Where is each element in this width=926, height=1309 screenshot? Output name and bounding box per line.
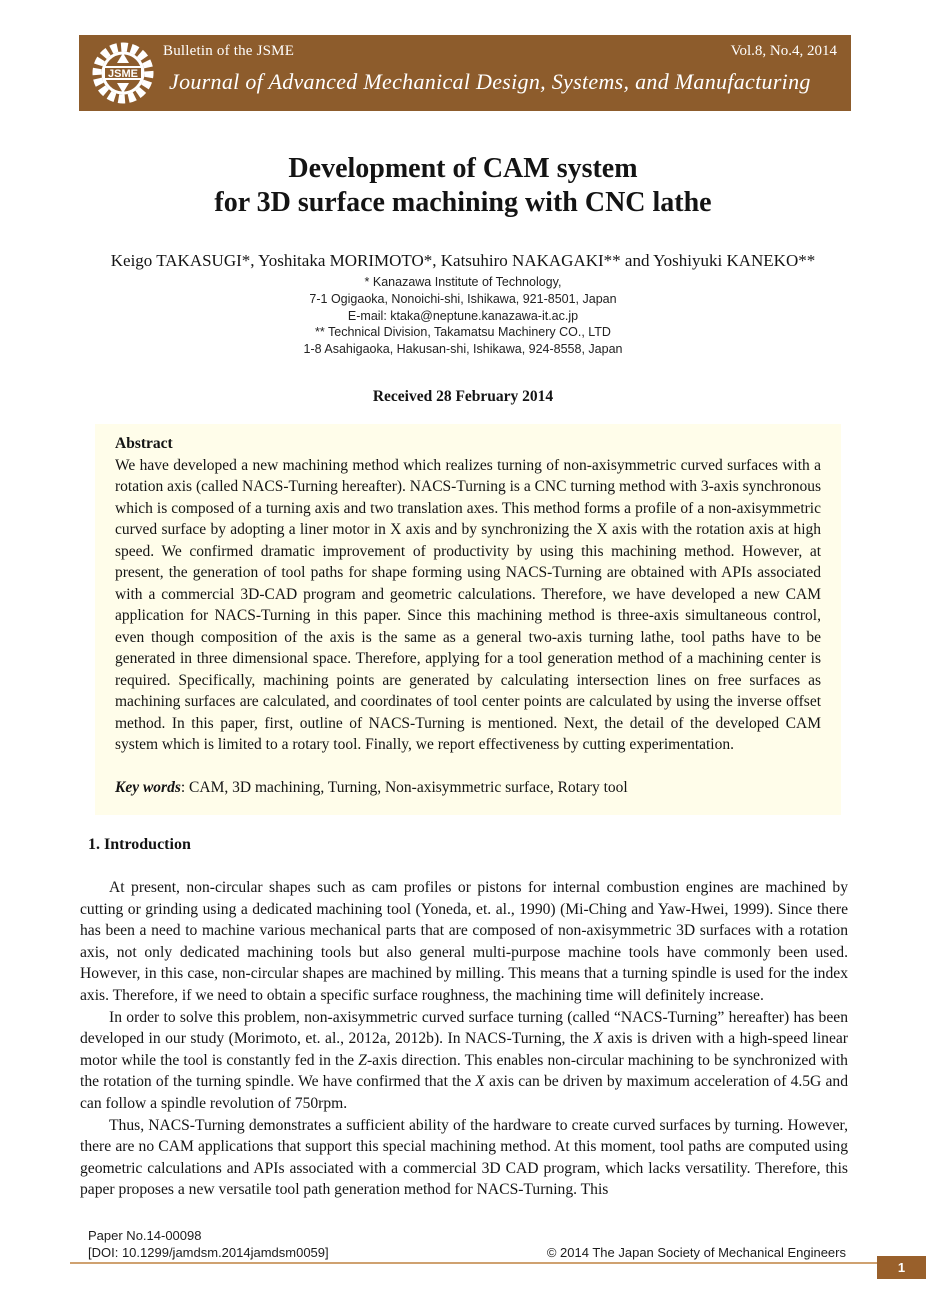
introduction-body: [80, 877, 848, 1201]
affiliation-line: * Kanazawa Institute of Technology,: [364, 275, 562, 289]
intro-paragraph-2: In order to solve this problem, non-axisymmetric curved surface turning (called “NACS-Turning” hereafter) has been developed in our study (Morimoto, et. al., 2012a, 2012b). In NACS-Turning, the X axis is driven with a high-speed linear motor while the tool is constantly fed in the Z-axis direction. This enables non-circular machining to be synchronized with the rotation of the turning spindle. We have confirmed that the X axis can be driven by maximum acceleration of 4.5G and can follow a spindle revolution of 750rpm.: [80, 1008, 848, 1112]
affiliation-line: 7-1 Ogigaoka, Nonoichi-shi, Ishikawa, 921-8501, Japan: [309, 291, 617, 306]
paper-number: Paper No.14-00098: [88, 1228, 202, 1243]
authors-line: Keigo TAKASUGI*, Yoshitaka MORIMOTO*, Katsuhiro NAKAGAKI** and Yoshiyuki KANEKO**: [110, 251, 816, 270]
footer-divider: [70, 1262, 877, 1264]
svg-text:JSME: JSME: [108, 68, 138, 80]
paper-title-line1: Development of CAM system: [288, 153, 638, 184]
keywords-text: : CAM, 3D machining, Turning, Non-axisymmetric surface, Rotary tool: [180, 779, 628, 796]
paper-title-line2: for 3D surface machining with CNC lathe: [214, 187, 712, 218]
page-number-badge: 1: [877, 1256, 926, 1279]
abstract-box: [95, 424, 841, 815]
doi-label: [DOI: 10.1299/jamdsm.2014jamdsm0059]: [88, 1245, 329, 1260]
jsme-gear-logo-icon: [91, 41, 155, 105]
issue-label: Vol.8, No.4, 2014: [730, 43, 837, 59]
abstract-text: We have developed a new machining method which realizes turning of non-axisymmetric curved surfaces with a rotation axis (called NACS-Turning hereafter). NACS-Turning is a CNC turning method with 3-axis synchronous which is composed of a turning axis and two translation axes. This method forms a profile of a non-axisymmetric curved surface by adopting a liner motor in X axis and by synchronizing the X axis with the rotation axis at high speed. We confirmed dramatic improvement of productivity by using this machining method. However, at present, the generation of tool paths for shape forming using NACS-Turning are obtained with APIs associated with a commercial 3D-CAD program and geometric calculations. Therefore, we have developed a new CAM application for NACS-Turning in this paper. Since this machining method is three-axis simultaneous control, even though composition of the axis is the same as a general two-axis turning lathe, tool paths have to be generated in three dimensional space. Therefore, applying for a tool generation method of a machining center is required. Specifically, machining points are generated by calculating intersection lines on free surfaces as machining surfaces are calculated, and coordinates of tool center points are calculated by using the inverse offset method. In this paper, first, outline of NACS-Turning is mentioned. Next, the detail of the developed CAM system which is limited to a rotary tool. Finally, we report effectiveness by cutting experimentation.: [115, 456, 821, 753]
abstract-heading: Abstract: [115, 435, 173, 452]
intro-paragraph-1: At present, non-circular shapes such as cam profiles or pistons for internal combustion engines are machined by cutting or grinding using a dedicated machining tool (Yoneda, et. al., 1990) (Mi-Ching and Yaw-Hwei, 1999). Since there has been a need to machine various mechanical parts that are composed of non-axisymmetric 3D surfaces with a rotation axis, not only dedicated machining tools but also general multi-purpose machine tools have commonly been used. However, in this case, non-circular shapes are machined by milling. This means that a turning spindle is used for the index axis. Therefore, if we need to obtain a specific surface roughness, the machining time will definitely increase.: [80, 879, 848, 1004]
affiliations-block: [0, 274, 926, 358]
affiliation-line: ** Technical Division, Takamatsu Machinery CO., LTD: [315, 325, 611, 340]
journal-header-banner: [79, 35, 851, 111]
affiliation-line: 1-8 Asahigaoka, Hakusan-shi, Ishikawa, 924-8558, Japan: [303, 342, 623, 357]
copyright-notice: © 2014 The Japan Society of Mechanical Engineers: [546, 1245, 846, 1260]
keywords-line: [115, 777, 821, 799]
section-heading-introduction: 1. Introduction: [88, 836, 191, 853]
received-date: Received 28 February 2014: [372, 388, 554, 405]
intro-paragraph-3: Thus, NACS-Turning demonstrates a sufficient ability of the hardware to create curved surfaces by turning. However, there are no CAM applications that support this special machining method. At this moment, tool paths are computed using geometric calculations and APIs associated with a commercial 3D CAD program, which lacks versatility. Therefore, this paper proposes a new versatile tool path generation method for NACS-Turning. This: [80, 1116, 848, 1199]
bulletin-label: Bulletin of the JSME: [163, 43, 295, 59]
affiliation-email: E-mail: ktaka@neptune.kanazawa-it.ac.jp: [347, 308, 579, 323]
journal-name: Journal of Advanced Mechanical Design, Systems, and Manufacturing: [169, 69, 811, 94]
paper-title: [0, 152, 926, 220]
keywords-label: Key words: [115, 779, 181, 796]
